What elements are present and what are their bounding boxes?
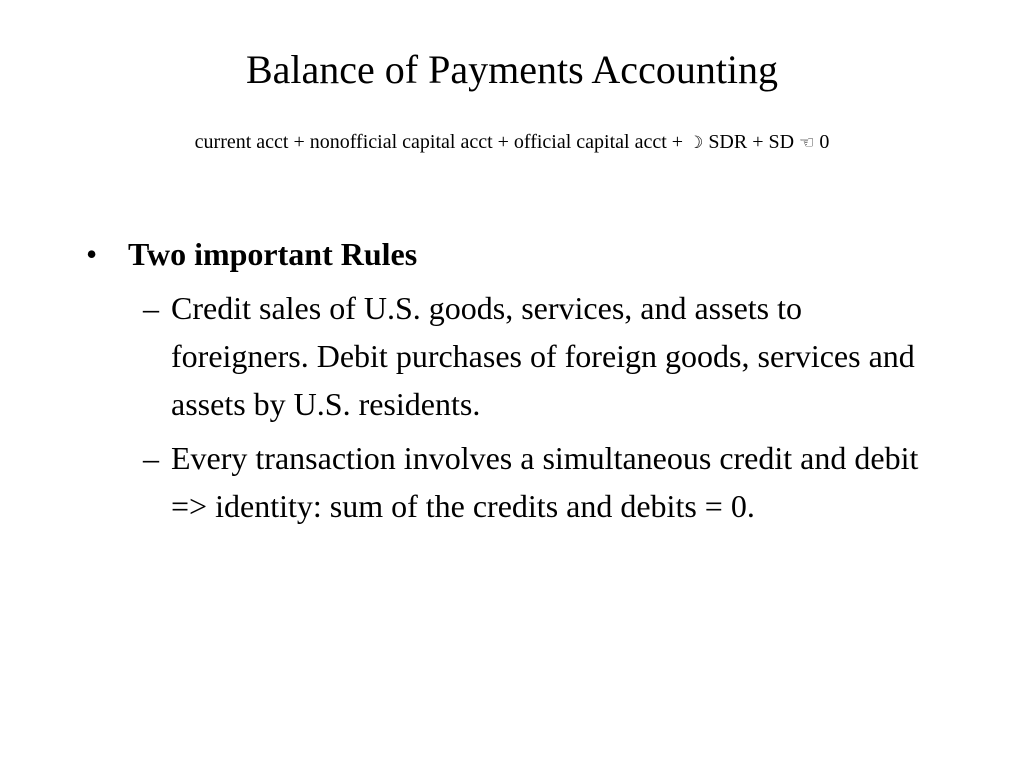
- equation-text-part1: current acct + nonofficial capital acct + official capital acct +: [194, 131, 684, 153]
- crescent-symbol-icon: ☽: [688, 133, 704, 153]
- slide-title: Balance of Payments Accounting: [245, 47, 779, 92]
- pointing-hand-symbol-icon: ☜: [799, 133, 815, 153]
- equation-text-part2: SDR + SD: [708, 131, 795, 153]
- sub-bullet-text: Credit sales of U.S. goods, services, and assets to foreigners. Debit purchases of foreign goods, services and assets by U.S. residents.: [171, 290, 915, 422]
- bullet-list: [0, 230, 1024, 530]
- dash-icon: –: [143, 290, 159, 326]
- bullet-heading: Two important Rules: [128, 236, 418, 272]
- bullet-item-rules: [0, 230, 1024, 278]
- dash-icon: –: [143, 440, 159, 476]
- sub-bullet-text: Every transaction involves a simultaneous credit and debit => identity: sum of the credits and debits = 0.: [171, 440, 919, 524]
- equation-line: [0, 128, 1024, 157]
- sub-bullet-item-credit-debit: [0, 284, 941, 428]
- bullet-icon: •: [86, 236, 98, 272]
- equation-text-part3: 0: [819, 131, 830, 153]
- sub-bullet-item-transaction: [0, 434, 941, 530]
